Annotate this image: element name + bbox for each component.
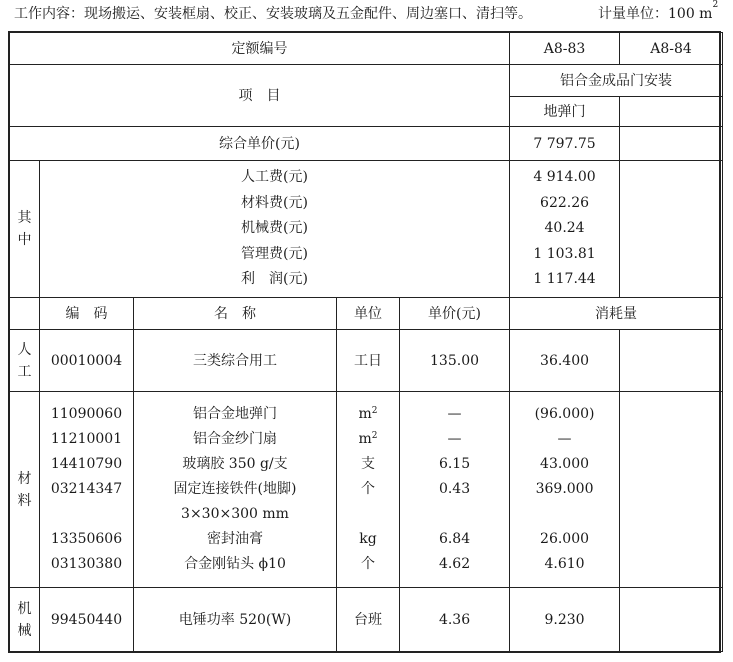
material-name: 铝合金纱门扇 — [193, 431, 277, 447]
breakdown-values-2 — [620, 161, 723, 298]
item-label: 项 目 — [10, 65, 510, 127]
product-group-row — [10, 65, 723, 97]
breakdown-group-text: 其中 — [17, 210, 32, 248]
header-blank — [10, 298, 40, 330]
product-name-2 — [620, 97, 723, 127]
material-code: 03130380 — [50, 556, 123, 572]
labor-qty: 36.400 — [510, 330, 620, 392]
materials-prices — [400, 392, 510, 588]
measurement-unit-text: 计量单位：100 m — [598, 6, 713, 22]
material-qty: 4.610 — [544, 556, 585, 572]
labor-cost-value: 4 914.00 — [533, 169, 596, 186]
material-name: 铝合金地弹门 — [193, 406, 277, 422]
material-price: — — [447, 406, 462, 422]
material-code: 03214347 — [50, 481, 123, 497]
product-name-1: 地弹门 — [510, 97, 620, 127]
quota-no-label: 定额编号 — [10, 33, 510, 65]
materials-group-text: 材料 — [17, 470, 32, 509]
material-code: 14410790 — [50, 456, 123, 472]
labor-cost-label: 人工费(元) — [241, 169, 308, 186]
material-code: 11090060 — [50, 406, 123, 422]
measurement-unit — [598, 0, 719, 23]
product-group-label: 铝合金成品门安装 — [510, 65, 723, 97]
machinery-qty-2 — [620, 588, 723, 652]
material-unit: $m^2$ — [358, 406, 378, 422]
material-name: 3×30×300 mm — [181, 506, 289, 522]
material-qty: 43.000 — [540, 456, 590, 472]
materials-group-label — [10, 392, 40, 588]
material-qty: 26.000 — [540, 531, 590, 547]
labor-group-text: 人工 — [17, 341, 32, 380]
machinery-qty: 9.230 — [510, 588, 620, 652]
machinery-price: 4.36 — [400, 588, 510, 652]
quota-code-2: A8-84 — [620, 33, 723, 65]
machinery-group-label — [10, 588, 40, 652]
material-unit: kg — [359, 531, 377, 547]
material-price: 6.84 — [438, 531, 471, 547]
machinery-row — [10, 588, 723, 652]
labor-qty-2 — [620, 330, 723, 392]
materials-codes — [40, 392, 134, 588]
materials-qtys — [510, 392, 620, 588]
material-price: 6.15 — [438, 456, 471, 472]
header-consumption: 消耗量 — [510, 298, 723, 330]
material-qty: 369.000 — [535, 481, 594, 497]
material-unit: 个 — [361, 481, 375, 497]
materials-qtys-2 — [620, 392, 723, 588]
material-price: 4.62 — [438, 556, 471, 572]
quota-code-1: A8-83 — [510, 33, 620, 65]
material-price: 0.43 — [438, 481, 471, 497]
breakdown-row — [10, 161, 723, 298]
labor-row — [10, 330, 723, 392]
material-unit: 支 — [361, 456, 375, 472]
breakdown-labels — [40, 161, 510, 298]
breakdown-group-label — [10, 161, 40, 298]
materials-names — [134, 392, 337, 588]
header-unit: 单位 — [337, 298, 400, 330]
labor-unit: 工日 — [337, 330, 400, 392]
material-code: 13350606 — [50, 531, 123, 547]
labor-group-label — [10, 330, 40, 392]
material-name: 玻璃胶 350 g/支 — [182, 456, 288, 472]
column-header-row — [10, 298, 723, 330]
profit-value: 1 117.44 — [533, 271, 596, 288]
material-unit: $m^2$ — [358, 431, 378, 447]
materials-row — [10, 392, 723, 588]
material-qty — [510, 502, 619, 527]
header-name: 名 称 — [134, 298, 337, 330]
total-price-row — [10, 127, 723, 161]
total-price-label: 综合单价(元) — [10, 127, 510, 161]
material-unit: 个 — [361, 556, 375, 572]
material-code — [40, 502, 133, 527]
material-price — [400, 502, 509, 527]
materials-units — [337, 392, 400, 588]
machinery-name: 电锤功率 520(W) — [134, 588, 337, 652]
quota-table — [9, 32, 723, 652]
material-cost-label: 材料费(元) — [241, 194, 308, 211]
material-code: 11210001 — [50, 431, 123, 447]
breakdown-values — [510, 161, 620, 298]
material-unit — [337, 502, 399, 527]
material-qty: — — [557, 431, 572, 447]
material-name: 固定连接铁件(地脚) — [173, 481, 297, 497]
total-price-value-1: 7 797.75 — [510, 127, 620, 161]
management-cost-label: 管理费(元) — [241, 245, 308, 262]
material-cost-value: 622.26 — [540, 194, 590, 211]
machinery-group-text: 机械 — [17, 600, 32, 639]
material-name: 密封油膏 — [207, 531, 263, 547]
material-price: — — [447, 431, 462, 447]
header-unit-price: 单价(元) — [400, 298, 510, 330]
profit-label: 利 润(元) — [241, 271, 308, 288]
machinery-code: 99450440 — [40, 588, 134, 652]
material-qty: (96.000) — [534, 406, 595, 422]
quota-no-row — [10, 33, 723, 65]
material-name: 合金刚钻头 ϕ10 — [184, 556, 286, 572]
total-price-value-2 — [620, 127, 723, 161]
header-code: 编 码 — [40, 298, 134, 330]
machinery-unit: 台班 — [337, 588, 400, 652]
machinery-cost-value: 40.24 — [544, 220, 585, 237]
measurement-unit-sup: 2 — [712, 0, 719, 10]
management-cost-value: 1 103.81 — [533, 245, 596, 262]
labor-name: 三类综合用工 — [134, 330, 337, 392]
machinery-cost-label: 机械费(元) — [241, 220, 308, 237]
labor-price: 135.00 — [400, 330, 510, 392]
labor-code: 00010004 — [40, 330, 134, 392]
work-content-text: 工作内容：现场搬运、安装框扇、校正、安装玻璃及五金配件、周边塞口、清扫等。 — [14, 6, 532, 22]
